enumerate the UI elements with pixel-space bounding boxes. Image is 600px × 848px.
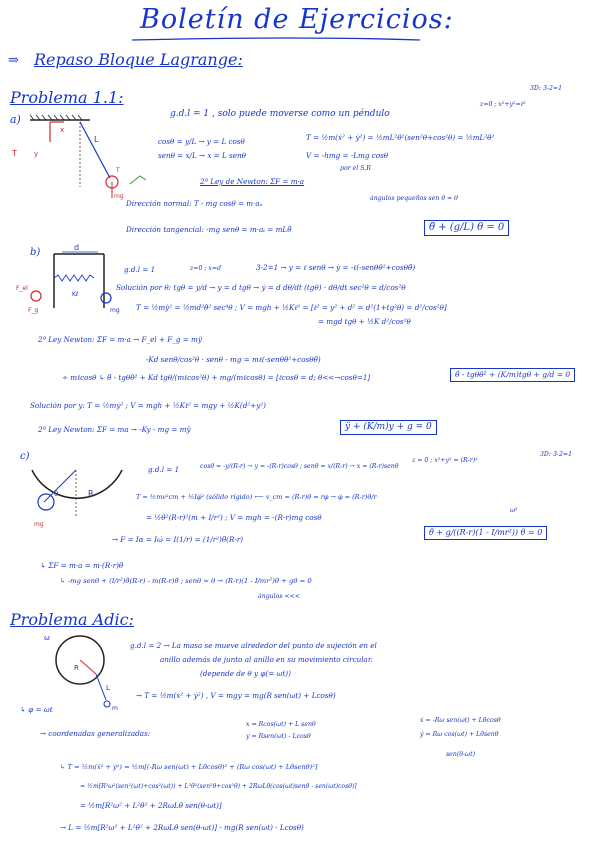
pendulum-diagram <box>12 112 160 202</box>
spring-diagram <box>14 243 124 318</box>
pc-kinetic: T = ½mv²cm + ½Iφ̇² (sólido rígido) ⟵ v_cm = (R-r)θ̇ = rφ̇ → φ̇ = (R-r)θ̇/r <box>136 493 377 501</box>
p11-kinetic: T = ½m(ẋ² + ẏ²) = ½mL²θ̇²(sen²θ+cos²θ) = ½mL²θ̇² <box>306 133 495 142</box>
svg-text:mg: mg <box>114 193 124 200</box>
pb-kinetic: T = ½mẏ² = ½md²θ̇² sec⁴θ ; V = mgh + ½Kℓ² = [ℓ² = y² + d² = d²(1+tg²θ) = d²/cos²θ] <box>136 303 447 312</box>
p11-pos2: senθ = x/L → x = L senθ <box>158 151 246 160</box>
pb-sol-theta: Solución por θ: tgθ = y/d → y = d tgθ → ẏ = d dθ/dt (tgθ) · dθ/dt sec²θ = d/cos²θ <box>116 283 406 292</box>
rolling-disk-diagram <box>26 456 126 536</box>
problem-adic-heading: Problema Adic: <box>10 610 134 629</box>
adic-coords: → coordenadas generalizadas: <box>40 729 151 738</box>
pb-gdl: g.d.l = 1 <box>124 265 156 274</box>
p11-result-box: θ̈ + (g/L) θ = 0 <box>424 220 509 236</box>
p11-gdl: g.d.l = 1 , solo puede moverse como un péndulo <box>170 109 390 119</box>
svg-text:m: m <box>112 705 118 712</box>
adic-T2: = ½m[R²ω²(sen²(ωt)+cos²(ωt)) + L²θ̇²(sen²θ+cos²θ) + 2RωLθ̇(cos(ωt)senθ - sen(ωt)cosθ)] <box>80 783 357 790</box>
ring-pendulum-diagram <box>40 634 130 714</box>
p11-potential-note: por el S.R <box>340 165 371 172</box>
adic-xdot: ẋ = -Rω sen(ωt) + Lθ̇cosθ <box>420 717 501 724</box>
adic-kinetic: → T = ½m(ẋ² + ẏ²) , V = mgy = mg(R sen(ωt) + Lcosθ) <box>136 691 336 700</box>
adic-x: x = Rcos(ωt) + L senθ <box>246 721 316 728</box>
pc-result-box: θ̈ + g/((R-r)(1 - I/mr²)) θ = 0 <box>424 526 547 540</box>
section-arrow: ⇒ <box>8 53 19 68</box>
adic-phi: ↳ φ = ωt <box>20 705 53 714</box>
pb-newton2: 2ª Ley Newton: ΣF = ma → -Ky - mg = mÿ <box>38 425 191 434</box>
pb-constraints: z=0 ; x=d <box>190 265 222 272</box>
pb-count: 3-2=1 → y = ℓ senθ → ẏ = -ℓ(-senθθ̇²+cosθθ̈) <box>256 263 416 272</box>
pc-force: → F = Iα = Iω̇ = I(1/r) = (1/r²)θ̈(R-r) <box>112 535 244 544</box>
svg-text:mg: mg <box>34 521 44 528</box>
svg-text:T: T <box>116 167 120 174</box>
adic-gdl: g.d.l = 2 → La masa se mueve alrededor del punto de sujeción en el <box>130 641 377 650</box>
pb-result-y: ÿ + (K/m)y + g = 0 <box>340 420 437 435</box>
svg-text:y: y <box>34 150 39 158</box>
svg-text:T: T <box>12 149 17 158</box>
svg-text:R: R <box>88 489 94 498</box>
page-title: Boletín de Ejercicios: <box>140 4 454 35</box>
svg-text:d: d <box>74 243 80 252</box>
svg-text:F_g: F_g <box>28 307 39 314</box>
problem-1-1-heading: Problema 1.1: <box>10 88 124 107</box>
svg-text:θ: θ <box>54 490 59 498</box>
pb-sol-y: Solución por y: T = ½mẏ² ; V = mgh + ½Kℓ² = mgy + ½K(d²+y²) <box>30 401 266 410</box>
svg-text:x: x <box>60 126 65 134</box>
p11-tangential: Dirección tangencial: -mg senθ = m·aₜ = mLθ̈ <box>126 225 292 234</box>
pc-positions: cosθ = -y/(R-r) → y = -(R-r)cosθ ; senθ = x/(R-r) → x = (R-r)senθ <box>200 463 399 470</box>
svg-text:L: L <box>106 684 110 692</box>
p11-count: 3D: 3-2=1 <box>530 85 563 92</box>
p11-small-angle: ángulos pequeños sen θ ≃ θ <box>370 195 458 202</box>
adic-T3: = ½m[R²ω² + L²θ̇² + 2RωLθ̇ sen(θ-ωt)] <box>80 801 222 810</box>
pc-sum: ↳ ΣF = m·a = m·(R-r)θ̈ <box>40 561 124 570</box>
svg-text:ω: ω <box>44 634 50 642</box>
pb-eq1: -Kd senθ/cos²θ · senθ - mg = mℓ(-senθθ̇²+cosθθ̈) <box>146 355 321 364</box>
adic-gdl3: (depende de θ y φ(= ωt)) <box>200 669 291 678</box>
pc-kinetic2: = ½θ̇²(R-r)²(m + I/r²) ; V = mgh = -(R-r)mg cosθ <box>146 513 322 522</box>
pc-count: 3D: 3-2=1 <box>540 451 573 458</box>
adic-T1: ↳ T = ½m(ẋ² + ẏ²) = ½m[(-Rω sen(ωt) + Lθ̇cosθ)² + (Rω cos(ωt) + Lθ̇senθ)²] <box>60 763 318 771</box>
p11-newton: 2ª Ley de Newton: ΣF = m·a <box>200 177 305 186</box>
adic-lagrangian: → L = ½m[R²ω² + L²θ̇² + 2RωLθ̇ sen(θ-ωt)] - mg(R sen(ωt) - Lcosθ) <box>60 823 304 832</box>
p11-normal: Dirección normal: T - mg cosθ = m·aₙ <box>126 199 263 208</box>
section-heading: Repaso Bloque Lagrange: <box>34 50 243 69</box>
svg-text:R: R <box>74 664 79 672</box>
part-b-label: b) <box>30 247 41 258</box>
pc-small-angles: ángulos <<< <box>258 593 301 600</box>
svg-text:Kℓ: Kℓ <box>72 291 79 298</box>
adic-y: y = Rsen(ωt) - Lcosθ <box>246 733 311 740</box>
pc-omega-label: ω² <box>510 507 518 514</box>
pc-constraints: z = 0 ; x²+y² = (R-r)² <box>412 457 478 464</box>
pc-gdl: g.d.l = 1 <box>148 465 180 474</box>
adic-gdl2: anillo además de junto al anillo en su movimiento circular. <box>160 655 373 664</box>
part-c-label: c) <box>20 451 30 462</box>
pc-equation: ↳ -mg senθ + (I/r²)θ̈(R-r) - m(R-r)θ̈ ; senθ ≃ θ → (R-r)(1 - I/mr²)θ̈ + gθ = 0 <box>60 577 312 585</box>
svg-text:mg: mg <box>110 307 120 314</box>
p11-constraints: z=0 ; x²+y²=ℓ² <box>480 101 526 108</box>
pb-eq2: ÷ mℓcosθ ↳ θ̈ - tgθθ̇² + Kd tgθ/(mℓcos²θ) + mg/(mℓcosθ) = [ℓcosθ = d; θ<<→cosθ=1] <box>62 373 371 382</box>
adic-T1-note: sen(θ-ωt) <box>446 751 475 758</box>
svg-text:F_el: F_el <box>16 285 28 292</box>
adic-ydot: ẏ = Rω cos(ωt) + Lθ̇senθ <box>420 731 499 738</box>
pb-result-theta: θ̈ - tgθθ̇² + (K/m)tgθ + g/d = 0 <box>450 368 575 382</box>
p11-pos1: cosθ = y/L → y = L cosθ <box>158 137 245 146</box>
pb-newton: 2ª Ley Newton: ΣF = m·a → F_el + F_g = mÿ <box>38 335 202 344</box>
svg-text:L: L <box>94 135 99 144</box>
pb-potential: = mgd tgθ + ½K d²/cos²θ <box>318 317 411 326</box>
p11-potential: V = -hmg = -Lmg cosθ <box>306 151 389 160</box>
part-a-label: a) <box>10 113 21 126</box>
